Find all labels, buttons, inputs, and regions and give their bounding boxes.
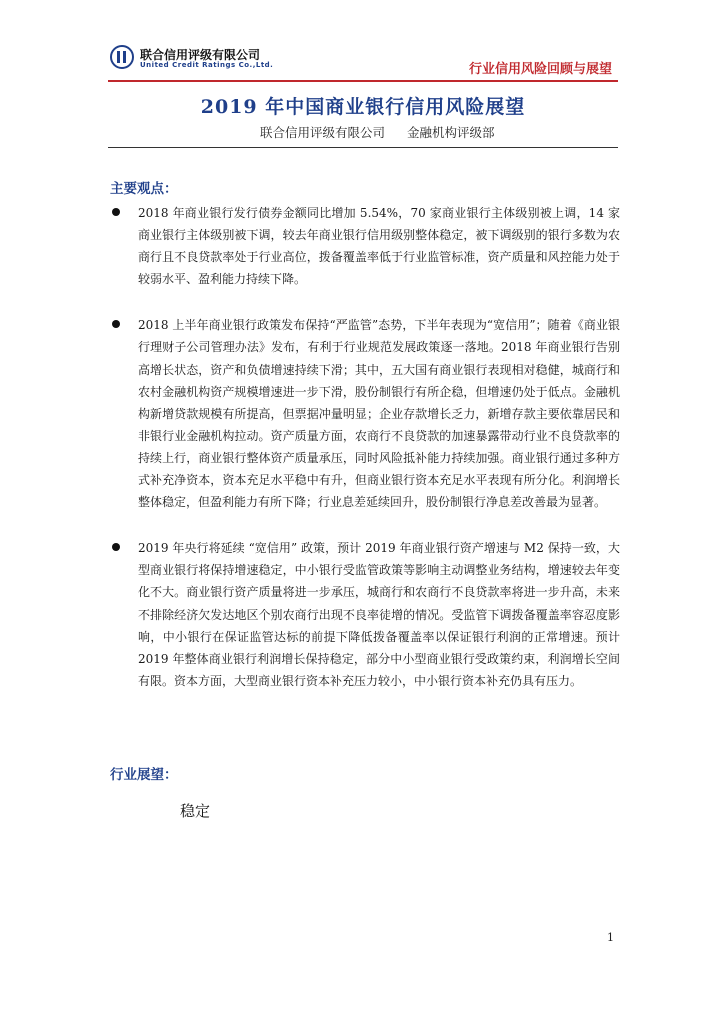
logo-mark-icon <box>110 45 134 69</box>
company-name: 联合信用评级有限公司 <box>260 125 386 140</box>
key-points-heading: 主要观点： <box>110 181 178 197</box>
key-point-text: 2018 年商业银行发行债券金额同比增加 5.54%，70 家商业银行主体级别被上调，14 家商业银行主体级别被下调，较去年商业银行信用级别整体稳定，被下调级别的银行多数为农商行且不良贷款率处于行业高位，拨备覆盖率低于行业监管标准，资产质量和风控能力处于较弱水平、盈利能力持续下降。 <box>138 206 620 287</box>
logo-english-name: United Credit Ratings Co.,Ltd. <box>140 61 274 69</box>
report-byline <box>260 123 495 141</box>
outlook-value: 稳定 <box>180 802 211 820</box>
key-point-text: 2018 上半年商业银行政策发布保持“严监管”态势，下半年表现为“宽信用”；随着《商业银行理财子公司管理办法》发布，有利于行业规范发展政策逐一落地。2018 年商业银行告别高增长状态，资产和负债增速持续下滑；其中，五大国有商业银行表现相对稳健，城商行和农村金融机构资产规模增速进一步下滑，股份制银行有所企稳，但增速仍处于低点。金融机构新增贷款规模有所提高，但票据冲量明显；企业存款增长乏力，新增存款主要依靠居民和非银行业金融机构拉动。资产质量方面，农商行不良贷款的加速暴露带动行业不良贷款率的持续上行，商业银行整体资产质量承压，同时风险抵补能力持续加强。商业银行通过多种方式补充净资本，资本充足水平稳中有升，但商业银行资本充足水平表现有所分化。利润增长整体稳定，但盈利能力有所下降；行业息差延续回升，股份制银行净息差改善最为显著。 <box>138 318 620 510</box>
report-title: 2019 年中国商业银行信用风险展望 <box>200 96 526 118</box>
page-number: 1 <box>607 931 614 944</box>
key-point-text: 2019 年央行将延续 “宽信用” 政策，预计 2019 年商业银行资产增速与 M2 保持一致，大型商业银行将保持增速稳定，中小银行受监管政策等影响主动调整业务结构，增速较去年变化不大。商业银行资产质量将进一步承压，城商行和农商行不良贷款率将进一步升高，未来不排除经济欠发达地区个别农商行出现不良率徒增的情况。受监管下调拨备覆盖率容忍度影响，中小银行在保证监管达标的前提下降低拨备覆盖率以保证银行利润的正常增速。预计 2019 年整体商业银行利润增长保持稳定，部分中小型商业银行受政策约束，利润增长空间有限。资本方面，大型商业银行资本补充压力较小，中小银行资本补充仍具有压力。 <box>138 541 620 688</box>
bullet-icon <box>112 543 120 551</box>
list-item <box>110 314 620 513</box>
title-divider <box>108 147 618 148</box>
list-item <box>110 202 620 290</box>
list-item <box>110 537 620 692</box>
series-title: 行业信用风险回顾与展望 <box>468 62 612 77</box>
bullet-icon <box>112 208 120 216</box>
key-points-list <box>110 202 620 716</box>
department-name: 金融机构评级部 <box>407 125 495 140</box>
header-divider <box>108 80 618 82</box>
outlook-heading: 行业展望： <box>110 767 178 783</box>
logo-chinese-name: 联合信用评级有限公司 <box>140 48 261 62</box>
bullet-icon <box>112 320 120 328</box>
company-logo <box>110 43 274 75</box>
